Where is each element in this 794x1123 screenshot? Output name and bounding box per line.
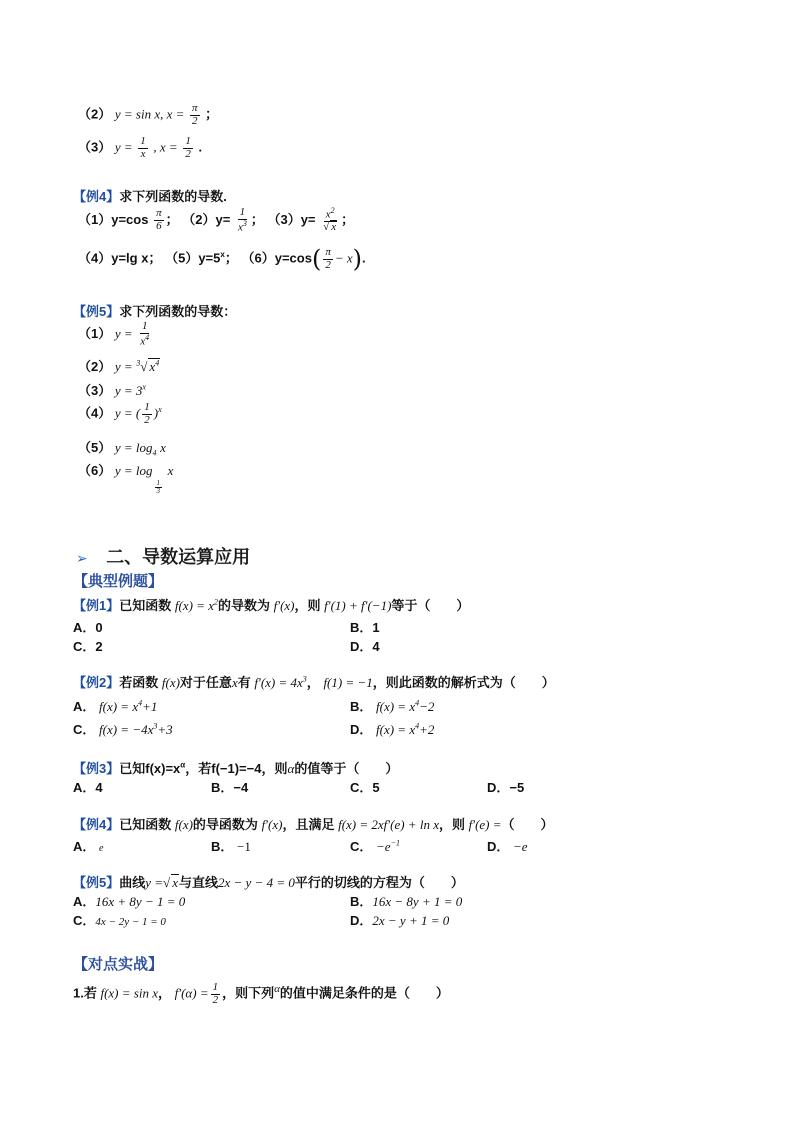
formula: f(1) = −1	[323, 675, 373, 690]
fraction	[138, 136, 148, 160]
formula: f(x) = 2xf′(e) + ln x	[338, 817, 439, 832]
variable: α	[274, 983, 280, 996]
item-label: （3）	[78, 139, 112, 155]
option-a[interactable]: A．0	[73, 620, 103, 635]
formula: f(x) = x	[99, 699, 139, 714]
text: 已知	[119, 761, 146, 776]
denominator: 2	[144, 413, 150, 426]
text: 已知函数	[119, 598, 172, 613]
option-d[interactable]	[487, 836, 528, 855]
text: 有	[237, 675, 251, 690]
radicand: x	[172, 875, 178, 890]
formula: 2x − y − 4 = 0	[217, 875, 295, 890]
fraction	[138, 321, 151, 348]
option-c[interactable]	[73, 719, 173, 738]
formula: y=cos	[274, 250, 312, 266]
option-label: D．	[350, 913, 373, 928]
fraction	[154, 208, 164, 232]
formula: 2x − y + 1 = 0	[372, 913, 450, 928]
formula: f(x)	[174, 817, 193, 832]
formula: f(x) = −4x	[99, 722, 154, 737]
option-label: B．	[211, 839, 234, 854]
formula: f(−1)=−4	[211, 761, 262, 776]
exponent: x	[158, 405, 162, 415]
text: ，则	[261, 761, 288, 776]
left-paren: (	[311, 245, 322, 274]
text: ，	[157, 985, 171, 1001]
formula: , x =	[153, 139, 178, 155]
item-label: （6）	[78, 463, 112, 478]
ex5a-item5	[78, 437, 166, 458]
ex5a-item1	[78, 321, 153, 348]
text: 与直线	[178, 875, 218, 890]
option-d[interactable]	[350, 910, 449, 929]
numerator: 1	[212, 981, 219, 993]
exponent: −1	[390, 838, 400, 848]
q1-stem	[73, 595, 469, 614]
exponent: 3	[242, 218, 247, 228]
punct: ；	[224, 250, 238, 266]
section-title: 二、导数运算应用	[106, 547, 251, 567]
fraction	[190, 103, 200, 127]
denominator	[236, 220, 249, 234]
numerator: 1	[141, 320, 148, 332]
formula: 16x − 8y + 1 = 0	[372, 894, 463, 909]
exponent: 4	[155, 358, 160, 368]
exponent: 4	[138, 698, 143, 708]
formula: f(x)	[161, 675, 180, 690]
fraction	[321, 207, 339, 234]
formula: y = log	[114, 463, 153, 478]
fraction	[211, 982, 221, 1006]
option-c[interactable]	[350, 836, 400, 855]
option-b[interactable]	[350, 696, 434, 715]
example-tag: 【例2】	[73, 675, 120, 690]
example-tag: 【例1】	[73, 598, 120, 613]
text: ，则	[294, 598, 321, 613]
item-label: （3）	[267, 211, 301, 227]
base: x	[237, 221, 243, 234]
ex5a-item3	[78, 380, 146, 399]
item-label: （4）	[78, 250, 112, 266]
formula: f(x) = x	[174, 598, 214, 613]
fraction	[323, 247, 333, 271]
item-label: （3）	[78, 383, 112, 398]
punct: .	[362, 250, 366, 266]
option-d[interactable]: D．4	[350, 639, 380, 654]
text: 已知函数	[119, 817, 172, 832]
numerator: 1	[144, 401, 150, 413]
formula: y =	[145, 875, 164, 890]
ex5a-title	[73, 301, 236, 320]
option-d[interactable]: D．−5	[487, 780, 525, 795]
text: 平行的切线的方程为（ ）	[294, 875, 464, 890]
formula: y = (	[114, 405, 141, 421]
example-tag: 【例4】	[73, 817, 120, 832]
q3-stem	[73, 758, 398, 777]
option-label: A．	[73, 699, 96, 714]
ex5a-item4	[78, 402, 162, 426]
formula: y=	[215, 211, 231, 227]
option-a[interactable]	[73, 836, 103, 855]
exponent: 4	[415, 698, 420, 708]
text: ，	[306, 675, 320, 690]
denominator: 2	[185, 147, 191, 160]
numerator: 1	[239, 206, 246, 218]
exponent: 4	[145, 332, 150, 342]
fraction	[236, 207, 249, 234]
fraction	[142, 402, 152, 426]
option-b[interactable]	[211, 836, 251, 855]
formula: y=cos	[111, 211, 149, 227]
denominator: 6	[156, 219, 162, 232]
denominator: x	[140, 147, 146, 160]
typical-examples-label: 【典型例题】	[73, 573, 164, 590]
formula: f′(x) = 4x	[254, 675, 303, 690]
option-label: B．	[350, 699, 373, 714]
example-tag: 【例5】	[73, 875, 120, 890]
text: ，若	[185, 761, 212, 776]
variable: x	[231, 675, 238, 690]
option-label: D．	[487, 839, 510, 854]
formula: f′(1) + f′(−1)	[324, 598, 392, 613]
formula: y=	[300, 211, 316, 227]
text: 的导函数为	[192, 817, 258, 832]
q2-stem	[73, 672, 555, 691]
formula: y=lg x	[111, 250, 149, 266]
formula: e	[99, 843, 104, 854]
formula: )	[153, 405, 159, 421]
option-label: B．	[350, 894, 373, 909]
formula: −e	[376, 839, 391, 854]
item-label: （2）	[182, 211, 216, 227]
option-label: A．	[73, 894, 96, 909]
example-tag: 【例4】	[73, 189, 120, 204]
punct: .	[198, 139, 203, 155]
punct: ；	[148, 250, 162, 266]
option-c[interactable]: C．2	[73, 639, 103, 654]
text: 1.若	[73, 985, 97, 1001]
formula: f(x) = x	[376, 699, 416, 714]
option-label: C．	[350, 839, 373, 854]
formula: +3	[157, 722, 173, 737]
formula: −1	[237, 839, 251, 854]
item-2	[78, 103, 218, 127]
base: x	[325, 208, 331, 221]
item-label: （2）	[78, 359, 112, 374]
item-label: （2）	[78, 106, 112, 122]
ex4a-title	[73, 186, 227, 205]
example-title: 求下列函数的导数.	[119, 189, 227, 204]
text: ，则此函数的解析式为（ ）	[372, 675, 555, 690]
variable: x	[160, 440, 166, 455]
formula: f(x)=x	[145, 761, 181, 776]
numerator: 1	[185, 135, 191, 147]
exponent: x	[142, 382, 146, 392]
punct: ；	[250, 211, 264, 227]
denominator: 2	[325, 258, 331, 271]
text: 的值中满足条件的是（ ）	[279, 985, 449, 1001]
formula: +2	[419, 722, 435, 737]
punct: ；	[205, 106, 219, 122]
option-label: D．	[350, 722, 373, 737]
exponent: 4	[415, 721, 420, 731]
denominator	[138, 334, 151, 348]
numerator: 1	[156, 479, 161, 487]
example-tag: 【例5】	[73, 304, 120, 319]
punct: ；	[341, 211, 355, 227]
exponent: 3	[302, 674, 307, 684]
base: x	[149, 359, 156, 374]
text: ，则	[438, 817, 465, 832]
log-base: 4	[152, 448, 157, 458]
base: x	[140, 335, 146, 348]
ex5a-item2: （2） y = $^3$√ $x^4$	[78, 358, 160, 374]
item-3	[78, 136, 202, 160]
numerator: π	[156, 207, 162, 220]
punct: ；	[165, 211, 179, 227]
q4-stem	[73, 814, 554, 833]
formula: y =	[114, 139, 133, 155]
option-c[interactable]: C．5	[350, 780, 380, 795]
text: ，则下列	[222, 985, 275, 1001]
numerator: π	[192, 102, 198, 114]
ex4a-row2	[78, 245, 366, 274]
example-tag: 【例3】	[73, 761, 120, 776]
item-label: （1）	[78, 325, 112, 341]
ex4a-row1	[78, 207, 354, 234]
option-a[interactable]	[73, 891, 185, 910]
text: 曲线	[119, 875, 146, 890]
text: 的值等于（ ）	[294, 761, 399, 776]
fraction	[183, 136, 193, 160]
denominator: √ x	[323, 221, 337, 234]
formula: f′(x)	[261, 817, 283, 832]
formula: f′(α) =	[174, 985, 209, 1001]
numerator: π	[325, 246, 331, 258]
example-title: 求下列函数的导数：	[119, 304, 237, 319]
option-c[interactable]	[73, 910, 166, 929]
denominator: 2	[192, 114, 198, 127]
right-paren: )	[352, 245, 363, 274]
formula: f′(e) =	[468, 817, 502, 832]
item-label: （1）	[78, 211, 112, 227]
q5-stem: 【例5】曲线y =√ x与直线2x − y − 4 = 0平行的切线的方程为（ ）	[73, 875, 464, 890]
option-b[interactable]: B．−4	[211, 780, 249, 795]
exponent: 2	[213, 597, 218, 607]
option-label: C．	[73, 722, 96, 737]
formula: y = 3	[114, 383, 143, 398]
exponent: x	[220, 250, 225, 260]
ex5a-item6	[78, 460, 173, 496]
practice-label: 【对点实战】	[73, 956, 164, 973]
option-label: C．	[73, 913, 96, 928]
text: 等于（ ）	[391, 598, 470, 613]
denominator: 2	[212, 993, 219, 1006]
text: 对于任意	[179, 675, 232, 690]
option-a[interactable]: A．4	[73, 780, 103, 795]
formula: y =	[114, 325, 133, 341]
formula: −2	[419, 699, 435, 714]
formula: y = sin x, x =	[114, 106, 185, 122]
exponent: α	[180, 760, 186, 770]
item-label: （6）	[241, 250, 275, 266]
variable: x	[167, 463, 174, 478]
exponent: 2	[330, 206, 335, 215]
exponent: 3	[153, 721, 158, 731]
item-label: （5）	[78, 440, 112, 455]
option-label: A．	[73, 839, 96, 854]
option-d[interactable]	[350, 719, 434, 738]
numerator: 1	[140, 135, 146, 147]
formula: y=5	[198, 250, 221, 266]
text: （ ）	[501, 817, 554, 832]
formula: f(x) = x	[376, 722, 416, 737]
option-b[interactable]	[350, 891, 462, 910]
text: 若函数	[119, 675, 159, 690]
option-a[interactable]	[73, 696, 157, 715]
formula: 4x − 2y − 1 = 0	[95, 916, 166, 928]
variable: α	[287, 761, 295, 776]
formula: f′(x)	[273, 598, 295, 613]
formula: f(x) = sin x	[100, 985, 158, 1001]
arrow-icon: ➢	[76, 550, 88, 566]
item-label: （5）	[165, 250, 199, 266]
section2-heading	[76, 543, 250, 569]
formula: +1	[142, 699, 158, 714]
formula: − x	[334, 250, 353, 266]
practice-q1	[73, 982, 449, 1006]
formula: y = log	[114, 440, 153, 455]
formula: y =	[114, 359, 133, 374]
log-base-fraction	[155, 480, 163, 496]
root-index: 3	[136, 358, 141, 368]
formula: −e	[513, 839, 528, 854]
radicand: x	[331, 221, 337, 234]
text: ，且满足	[282, 817, 335, 832]
option-b[interactable]: B．1	[350, 620, 380, 635]
item-label: （4）	[78, 405, 112, 421]
denominator: 3	[156, 487, 161, 496]
formula: 16x + 8y − 1 = 0	[95, 894, 186, 909]
text: 的导数为	[217, 598, 270, 613]
